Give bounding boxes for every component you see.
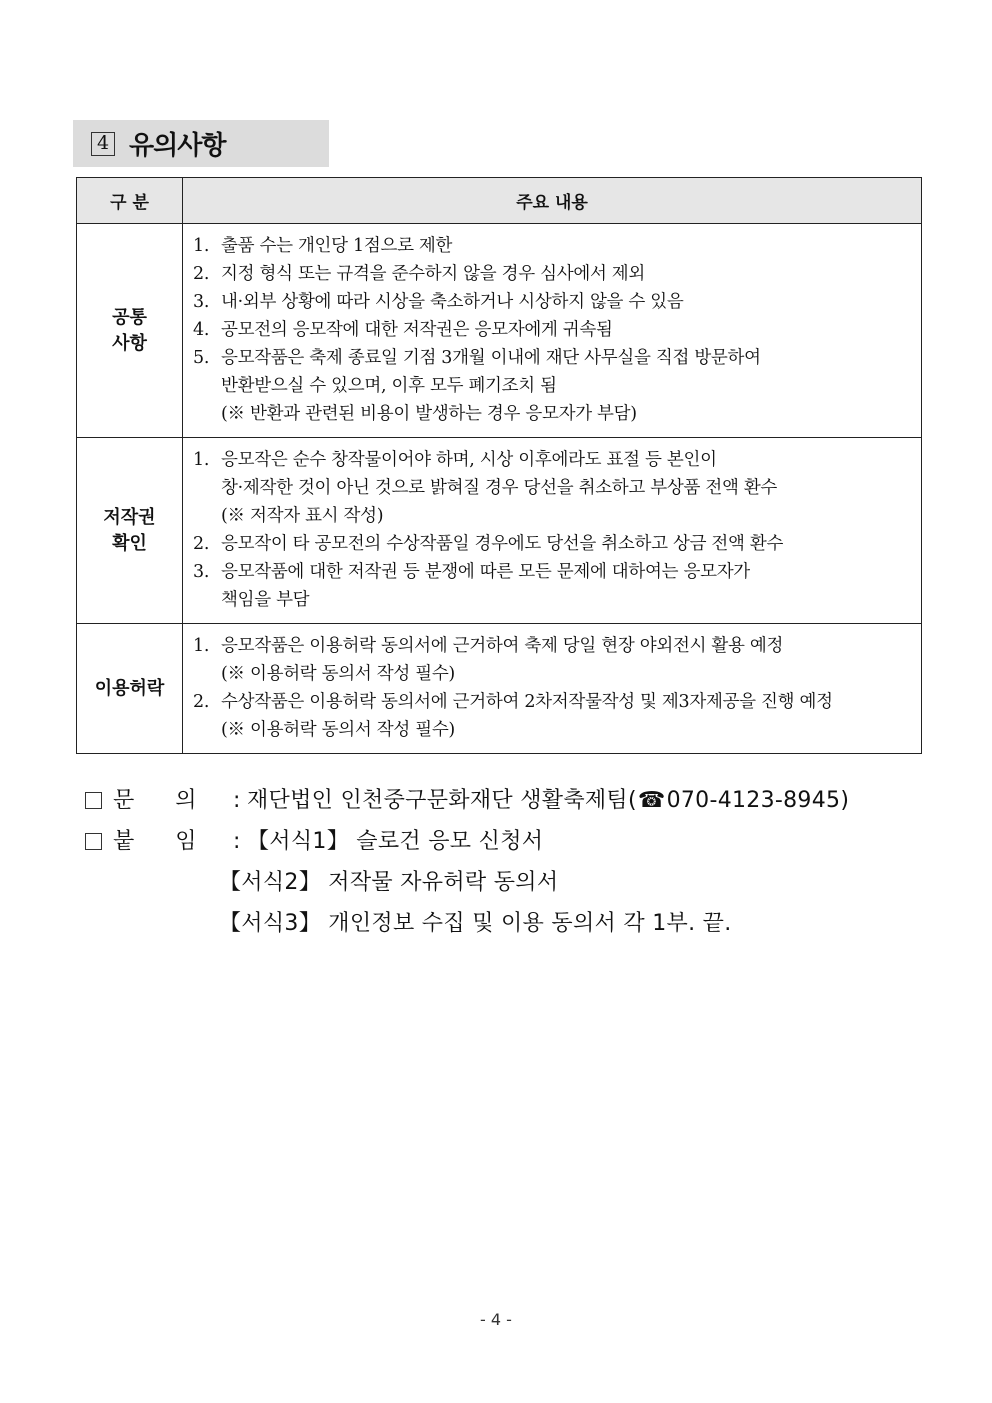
row-content	[183, 624, 922, 754]
contact-value	[247, 786, 849, 816]
contact-phone: 070-4123-8945)	[666, 788, 850, 813]
item-text: 응모작품은 이용허락 동의서에 근거하여 축제 당일 현장 야외전시 활용 예정 (※ 이용허락 동의서 작성 필수)	[221, 636, 784, 684]
item-number: 3.	[193, 292, 210, 312]
list-item	[193, 260, 913, 288]
table-row	[77, 438, 922, 624]
item-text: 공모전의 응모작에 대한 저작권은 응모자에게 귀속됨	[221, 320, 613, 340]
list-item	[193, 232, 913, 260]
info-block	[85, 786, 849, 950]
list-item	[193, 446, 913, 530]
item-text: 응모작은 순수 창작물이어야 하며, 시상 이후에라도 표절 등 본인이 창·제작한 것이 아닌 것으로 밝혀질 경우 당선을 취소하고 부상품 전액 환수 (※ 저작자 표시 작성)	[221, 450, 778, 526]
header-category: 구 분	[77, 178, 183, 224]
item-number: 2.	[193, 264, 210, 284]
list-item	[193, 344, 913, 428]
contact-line	[85, 786, 849, 827]
list-item	[193, 530, 913, 558]
item-text: 응모작품은 축제 종료일 기점 3개월 이내에 재단 사무실을 직접 방문하여 반환받으실 수 있으며, 이후 모두 폐기조치 됨 (※ 반환과 관련된 비용이 발생하는 경우 응모자가 부담)	[221, 348, 761, 424]
row-category: 공통 사항	[77, 224, 183, 438]
item-number: 5.	[193, 348, 210, 368]
contact-org: 재단법인 인천중구문화재단 생활축제팀(	[247, 788, 637, 813]
row-category: 이용허락	[77, 624, 183, 754]
attachments-colon: :	[233, 829, 241, 854]
table-header-row	[77, 178, 922, 224]
item-number: 1.	[193, 236, 210, 256]
item-number: 1.	[193, 450, 210, 470]
item-number: 2.	[193, 534, 210, 554]
header-content: 주요 내용	[183, 178, 922, 224]
attachment-item: 【서식3】 개인정보 수집 및 이용 동의서 각 1부. 끝.	[219, 911, 732, 936]
item-number: 3.	[193, 562, 210, 582]
attachments-line	[85, 868, 849, 909]
checkbox-square-icon	[85, 833, 102, 850]
item-text: 출품 수는 개인당 1점으로 제한	[221, 236, 453, 256]
item-number: 2.	[193, 692, 210, 712]
list-item	[193, 632, 913, 688]
attachment-item: 【서식2】 저작물 자유허락 동의서	[219, 870, 559, 895]
row-content	[183, 438, 922, 624]
table-row	[77, 224, 922, 438]
attachment-item: 【서식1】 슬로건 응모 신청서	[247, 829, 544, 854]
table-row	[77, 624, 922, 754]
attachments-line	[85, 827, 849, 868]
item-text: 지정 형식 또는 규격을 준수하지 않을 경우 심사에서 제외	[221, 264, 646, 284]
section-header	[73, 120, 329, 167]
section-title: 유의사항	[129, 131, 226, 161]
notice-table	[76, 177, 922, 754]
item-number: 1.	[193, 636, 210, 656]
item-text: 내·외부 상황에 따라 시상을 축소하거나 시상하지 않을 수 있음	[221, 292, 684, 312]
contact-colon: :	[233, 788, 241, 813]
attachments-label: 붙 임	[113, 829, 214, 854]
contact-label: 문 의	[113, 788, 214, 813]
checkbox-square-icon	[85, 792, 102, 809]
item-number: 4.	[193, 320, 210, 340]
row-category: 저작권 확인	[77, 438, 183, 624]
item-text: 응모작이 타 공모전의 수상작품일 경우에도 당선을 취소하고 상금 전액 환수	[221, 534, 784, 554]
item-text: 수상작품은 이용허락 동의서에 근거하여 2차저작물작성 및 제3자제공을 진행 예정 (※ 이용허락 동의서 작성 필수)	[221, 692, 833, 740]
section-number: 4	[91, 132, 115, 156]
list-item	[193, 288, 913, 316]
row-content	[183, 224, 922, 438]
list-item	[193, 688, 913, 744]
item-text: 응모작품에 대한 저작권 등 분쟁에 따른 모든 문제에 대하여는 응모자가 책임을 부담	[221, 562, 750, 610]
attachments-line	[85, 909, 849, 950]
list-item	[193, 558, 913, 614]
list-item	[193, 316, 913, 344]
page-number: - 4 -	[480, 1310, 512, 1329]
phone-icon: ☎	[637, 788, 666, 813]
